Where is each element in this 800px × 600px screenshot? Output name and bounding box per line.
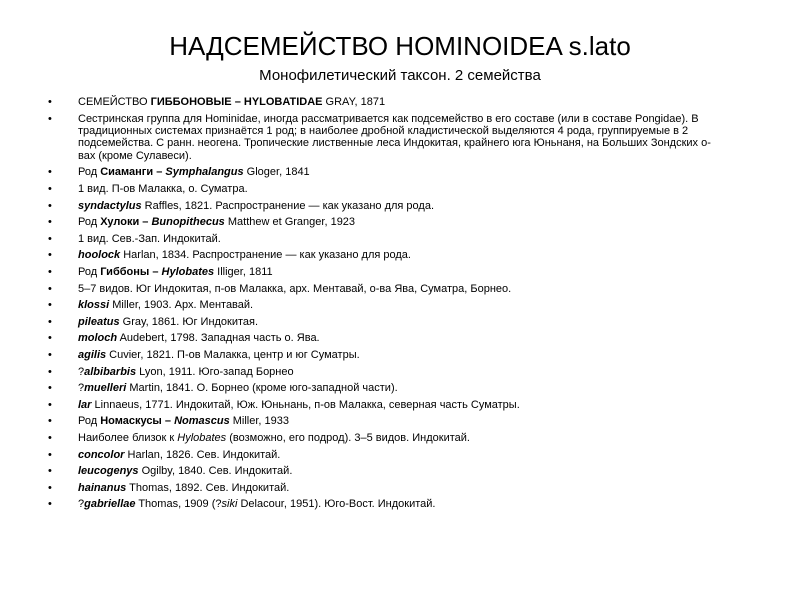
list-item	[48, 432, 720, 444]
list-item-text: albibarbis	[84, 365, 137, 378]
list-item	[48, 382, 720, 394]
list-item-text: Гиббоны –	[100, 265, 162, 278]
list-item-text: Miller, 1933	[229, 415, 290, 428]
list-item	[48, 332, 720, 344]
list-item-text: Наиболее близок к	[78, 431, 178, 444]
list-item	[48, 113, 720, 163]
list-item-text: Cuvier, 1821. П-ов Малакка, центр и юг Суматры.	[106, 348, 360, 361]
taxon-list	[48, 96, 720, 515]
list-item	[48, 349, 720, 361]
list-item	[48, 399, 720, 411]
list-item-text: Harlan, 1826. Сев. Индокитай.	[124, 448, 281, 461]
list-item-text: leucogenys	[78, 465, 139, 478]
list-item	[48, 216, 720, 228]
list-item-text: Gloger, 1841	[243, 166, 310, 179]
slide-title: НАДСЕМЕЙСТВО HOMINOIDEA s.lato	[169, 31, 631, 61]
list-item-text: Delacour, 1951). Юго-Вост. Индокитай.	[237, 498, 436, 511]
list-item-text: Gray, 1861. Юг Индокитая.	[119, 315, 259, 328]
slide-subtitle: Монофилетический таксон. 2 семейства	[259, 67, 541, 84]
list-item-text: concolor	[78, 448, 125, 461]
list-item	[48, 200, 720, 212]
list-item	[48, 283, 720, 295]
list-item-text: Linnaeus, 1771. Индокитай, Юж. Юньнань, п-ов Малакка, северная часть Суматры.	[91, 398, 520, 411]
list-item-text: Nomascus	[174, 415, 230, 428]
list-item	[48, 465, 720, 477]
list-item-text: syndactylus	[78, 199, 142, 212]
list-item	[48, 166, 720, 178]
list-item-text: Bunopithecus	[151, 216, 225, 229]
list-item	[48, 449, 720, 461]
list-item-text: Род	[78, 415, 101, 428]
list-item-text: Symphalangus	[165, 166, 244, 179]
list-item-text: ГИББОНОВЫЕ – HYLOBATIDAE	[150, 96, 323, 108]
list-item-text: siki	[221, 498, 238, 511]
list-item-text: Harlan, 1834. Распространение — как указано для рода.	[120, 249, 411, 262]
list-item-text: Thomas, 1909 (?	[135, 498, 222, 511]
list-item-text: hoolock	[78, 249, 121, 262]
list-item	[48, 249, 720, 261]
list-item	[48, 233, 720, 245]
list-item	[48, 266, 720, 278]
list-item-text: ?	[78, 365, 85, 378]
list-item-text: gabriellae	[84, 498, 136, 511]
list-item-text: Audebert, 1798. Западная часть о. Ява.	[117, 332, 320, 345]
list-item-text: СЕМЕЙСТВО	[78, 96, 151, 108]
list-item-text: Ogilby, 1840. Сев. Индокитай.	[138, 465, 293, 478]
list-item-text: Lyon, 1911. Юго-запад Борнео	[136, 365, 294, 378]
list-item-text: 1 вид. П-ов Малакка, о. Суматра.	[78, 183, 248, 195]
list-item-text: Род	[78, 265, 101, 278]
list-item-text: Номаскусы –	[100, 415, 175, 428]
list-item-text: klossi	[78, 299, 110, 312]
list-item-text: 1 вид. Сев.-Зап. Индокитай.	[78, 232, 221, 245]
list-item-text: muelleri	[84, 382, 127, 395]
list-item-text: lar	[78, 398, 92, 411]
list-item	[48, 366, 720, 378]
list-item-text: Хулоки –	[100, 216, 152, 229]
list-item-text: Род	[78, 166, 101, 179]
list-item-text: Hylobates	[161, 265, 215, 278]
list-item	[48, 498, 720, 510]
list-item-text: Illiger, 1811	[214, 265, 273, 278]
list-item-text: Сиаманги –	[100, 166, 166, 179]
list-item-text: hainanus	[78, 481, 127, 494]
list-item-text: 5–7 видов. Юг Индокитая, п-ов Малакка, арх. Ментавай, о-ва Ява, Суматра, Борнео.	[78, 282, 512, 295]
list-item-text: Raffles, 1821. Распространение — как указано для рода.	[141, 199, 435, 212]
list-item-text: ?	[78, 498, 85, 511]
list-item-text: Thomas, 1892. Сев. Индокитай.	[126, 481, 290, 494]
list-item-text: ?	[78, 382, 85, 395]
list-item-text: agilis	[78, 348, 107, 361]
list-item	[48, 482, 720, 494]
list-item	[48, 316, 720, 328]
list-item	[48, 299, 720, 311]
list-item-text: Род	[78, 216, 101, 229]
list-item-text: Miller, 1903. Арх. Ментавай.	[109, 299, 254, 312]
list-item-text: Сестринская группа для Hominidae, иногда рассматривается как подсемейство в его составе (или в составе Pongidae). В традиционных системах признаётся 1 род; в наиболее дробной кладистической выделяются 4 рода, группируемые в 2 подсемейства. С ранн. неогена. Тропические лиственные леса Индокитая, крайнего юга Юньнаня, на Больших Зондских о-вах (кроме Сулавеси).	[78, 112, 711, 162]
list-item	[48, 183, 720, 195]
list-item-text: Matthew et Granger, 1923	[224, 216, 356, 229]
list-item-text: Hylobates	[177, 431, 227, 444]
list-item-text: GRAY, 1871	[322, 96, 386, 108]
list-item	[48, 415, 720, 427]
list-item-text: Martin, 1841. О. Борнео (кроме юго-западной части).	[126, 382, 398, 395]
list-item-text: pileatus	[78, 315, 120, 328]
list-item-text: moloch	[78, 332, 118, 345]
list-item	[48, 96, 720, 108]
list-item-text: (возможно, его подрод). 3–5 видов. Индокитай.	[226, 431, 470, 444]
